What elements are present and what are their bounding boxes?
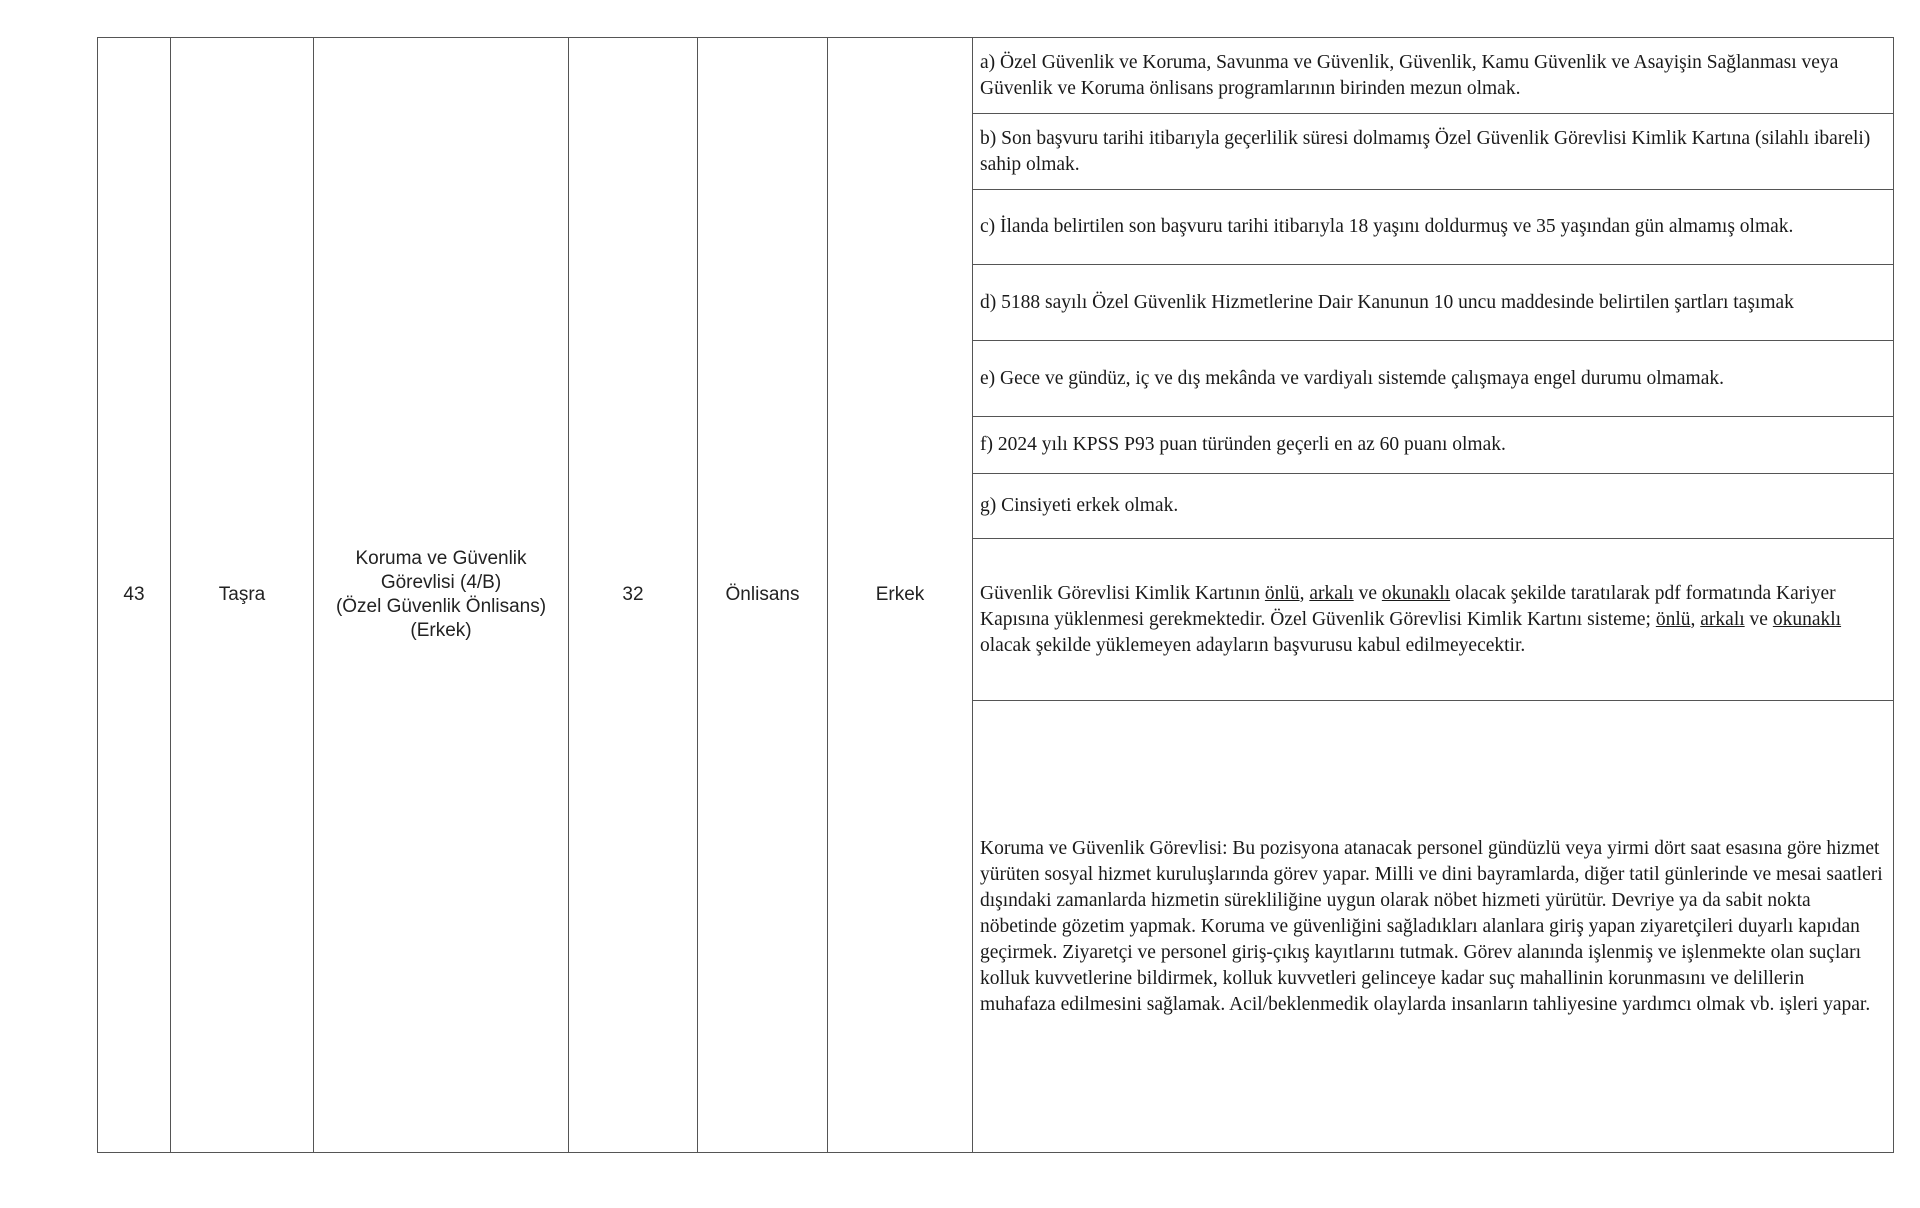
- position-line: Görevlisi (4/B): [380, 572, 502, 593]
- gender-cell: [828, 38, 973, 1152]
- requirement-text: d) 5188 sayılı Özel Güvenlik Hizmetlerine Dair Kanunun 10 uncu maddesinde belirtilen şartları taşımak: [980, 291, 1794, 313]
- underlined-word: arkalı: [1700, 608, 1745, 630]
- note-segment: ,: [1690, 608, 1701, 630]
- requirements-column: [973, 38, 1893, 1152]
- underlined-word: önlü: [1264, 582, 1300, 604]
- note-segment: ve: [1353, 582, 1382, 604]
- requirement-b: [973, 114, 1893, 190]
- requirement-e: [973, 341, 1893, 417]
- requirement-text: e) Gece ve gündüz, iç ve dış mekânda ve vardiyalı sistemde çalışmaya engel durumu olmamak.: [980, 367, 1724, 389]
- requirement-text: c) İlanda belirtilen son başvuru tarihi itibarıyla 18 yaşını doldurmuş ve 35 yaşından gün almamış olmak.: [980, 216, 1794, 237]
- underlined-word: okunaklı: [1772, 608, 1842, 630]
- requirement-c: [973, 190, 1893, 265]
- requirement-text: b) Son başvuru tarihi itibarıyla geçerlilik süresi dolmamış Özel Güvenlik Görevlisi Kimlik Kartına (silahlı ibareli) sahip olmak.: [980, 127, 1871, 175]
- note-segment: ,: [1299, 582, 1310, 604]
- position-cell: [314, 38, 569, 1152]
- requirement-f: [973, 417, 1893, 474]
- job-description: [973, 701, 1893, 1152]
- row-number-cell: [98, 38, 171, 1152]
- id-card-note-text: [980, 581, 1883, 659]
- id-card-note: [973, 539, 1893, 701]
- underlined-word: önlü: [1655, 608, 1691, 630]
- note-segment: Güvenlik Görevlisi Kimlik Kartının: [980, 582, 1265, 604]
- requirement-d: [973, 265, 1893, 341]
- requirement-g: [973, 474, 1893, 539]
- note-segment: ve: [1744, 608, 1773, 630]
- underlined-word: arkalı: [1309, 582, 1354, 604]
- count: 32: [622, 584, 644, 605]
- location-cell: [171, 38, 314, 1152]
- requirement-text: f) 2024 yılı KPSS P93 puan türünden geçerli en az 60 puanı olmak.: [980, 434, 1506, 455]
- position-line: (Erkek): [410, 620, 472, 641]
- education: Önlisans: [725, 584, 800, 605]
- gender: Erkek: [875, 584, 925, 605]
- count-cell: [569, 38, 698, 1152]
- position-line: Koruma ve Güvenlik: [355, 548, 527, 569]
- location: Taşra: [218, 584, 266, 605]
- underlined-word: okunaklı: [1381, 582, 1451, 604]
- note-segment: olacak şekilde yüklemeyen adayların başvurusu kabul edilmeyecektir.: [980, 634, 1526, 656]
- requirement-a: [973, 38, 1893, 114]
- requirement-text: a) Özel Güvenlik ve Koruma, Savunma ve Güvenlik, Güvenlik, Kamu Güvenlik ve Asayişin Sağlanması veya Güvenlik ve Koruma önlisans programlarının birinden mezun olmak.: [980, 51, 1839, 99]
- position-line: (Özel Güvenlik Önlisans): [335, 596, 547, 617]
- job-description-text: Koruma ve Güvenlik Görevlisi: Bu pozisyona atanacak personel gündüzlü veya yirmi dört saat esasına göre hizmet yürüten sosyal hizmet kuruluşlarında görev yapar. Milli ve dini bayramlarda, diğer tatil günlerinde ve mesai saatleri dışındaki zamanlarda hizmetin sürekliliğine uygun olarak nöbet hizmeti yürütür. Devriye ya da sabit nokta nöbetinde gözetim yapmak. Koruma ve güvenliğini sağladıkları alanlara giriş yapan ziyaretçileri duyarlı kapıdan geçirmek. Ziyaretçi ve personel giriş-çıkış kayıtlarını tutmak. Görev alanında işlenmiş ve işlenmekte olan suçları kolluk kuvvetlerine bildirmek, kolluk kuvvetleri gelinceye kadar suç mahallinin korunmasını ve delillerin muhafaza edilmesini sağlamak. Acil/beklenmedik olaylarda insanların tahliyesine yardımcı olmak vb. işleri yapar.: [980, 837, 1883, 1015]
- note-segment: olacak şekilde taratılarak pdf formatında Kariyer Kapısına yüklenmesi gerekmektedir. Özel Güvenlik Görevlisi Kimlik Kartını sisteme;: [980, 582, 1836, 630]
- education-cell: [698, 38, 828, 1152]
- requirement-text: g) Cinsiyeti erkek olmak.: [980, 495, 1179, 516]
- job-table-row: [97, 37, 1894, 1153]
- row-number: 43: [123, 584, 145, 605]
